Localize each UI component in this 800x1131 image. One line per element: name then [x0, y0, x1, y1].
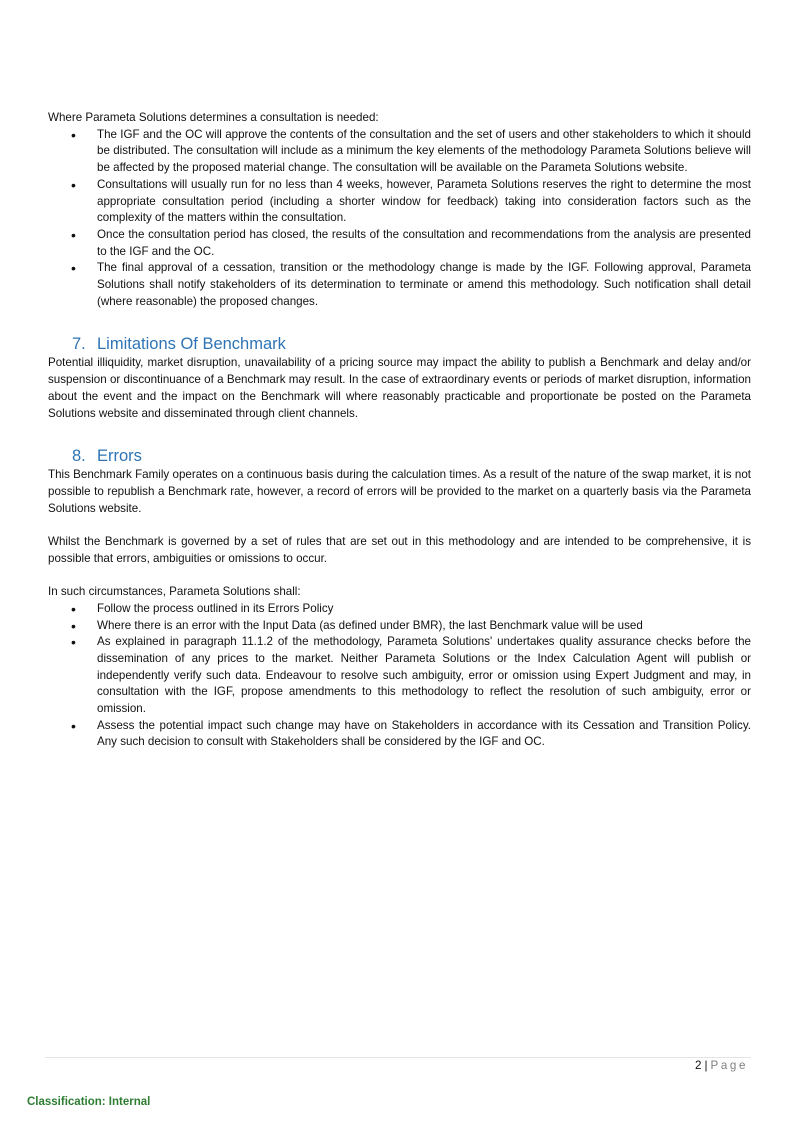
consultation-intro: Where Parameta Solutions determines a consultation is needed:: [48, 111, 379, 124]
document-body: [48, 110, 751, 751]
list-item: • Where there is an error with the Input Data (as defined under BMR), the last Benchmark value will be used: [97, 618, 751, 635]
page-number: 2: [695, 1059, 702, 1072]
errors-intro: In such circumstances, Parameta Solutions shall:: [48, 585, 301, 599]
errors-paragraph-2: Whilst the Benchmark is governed by a set of rules that are set out in this methodology and are intended to be comprehensive, it is possible that errors, ambiguities or omissions to occur.: [48, 535, 751, 565]
list-item: • The IGF and the OC will approve the contents of the consultation and the set of users and other stakeholders to which it should be distributed. The consultation will include as a minimum the key elements of the methodology Parameta Solutions believe will be affected by the proposed material change. The consultation will be available on the Parameta Solutions website.: [97, 127, 751, 177]
list-item: • Once the consultation period has closed, the results of the consultation and recommendations from the analysis are presented to the IGF and the OC.: [97, 227, 751, 260]
page-number-footer: [695, 1058, 748, 1074]
footer-divider: [45, 1057, 751, 1058]
limitations-paragraph: Potential illiquidity, market disruption, unavailability of a pricing source may impact the ability to publish a Benchmark and delay and/or suspension or discontinuance of a Benchmark may result. In the case of extraordinary events or periods of market disruption, information about the event and the impact on the Benchmark will where reasonably practicable and proportionate be posted on the Parameta Solutions website and disseminated through client channels.: [48, 356, 751, 420]
errors-bullet-list: [97, 601, 751, 751]
section-title: Errors: [97, 447, 142, 466]
section-title: Limitations Of Benchmark: [97, 335, 286, 354]
list-item: • Assess the potential impact such change may have on Stakeholders in accordance with its Cessation and Transition Policy. Any such decision to consult with Stakeholders shall be considered by the IGF and OC.: [97, 718, 751, 751]
section-number: 8.: [72, 447, 86, 466]
section-number: 7.: [72, 335, 86, 354]
errors-paragraph-1: This Benchmark Family operates on a continuous basis during the calculation times. As a result of the nature of the swap market, it is not possible to republish a Benchmark rate, however, a record of errors will be provided to the market on a quarterly basis via the Parameta Solutions website.: [48, 468, 751, 515]
list-item: • The final approval of a cessation, transition or the methodology change is made by the IGF. Following approval, Parameta Solutions shall notify stakeholders of its determination to terminate or amend this methodology. Such notification shall detail (where reasonable) the proposed changes.: [97, 260, 751, 310]
list-item: • Follow the process outlined in its Errors Policy: [97, 601, 751, 618]
page-separator: |: [704, 1059, 708, 1072]
classification-label: Classification: Internal: [27, 1096, 151, 1108]
page-word: Page: [710, 1059, 748, 1072]
list-item: • Consultations will usually run for no less than 4 weeks, however, Parameta Solutions reserves the right to determine the most appropriate consultation period (including a shorter window for feedback) taking into consideration factors such as the complexity of the matters within the consultation.: [97, 177, 751, 227]
section-heading-limitations: [72, 333, 751, 355]
consultation-bullet-list: [97, 127, 751, 311]
list-item: • As explained in paragraph 11.1.2 of the methodology, Parameta Solutions' undertakes quality assurance checks before the dissemination of any prices to the market. Neither Parameta Solutions or the Index Calculation Agent will publish or independently verify such data. Endeavour to resolve such ambiguity, error or omission using Expert Judgment and may, in consultation with the IGF, propose amendments to this methodology to reflect the resolution of such ambiguity, error or omission.: [97, 634, 751, 718]
section-heading-errors: [72, 445, 751, 467]
